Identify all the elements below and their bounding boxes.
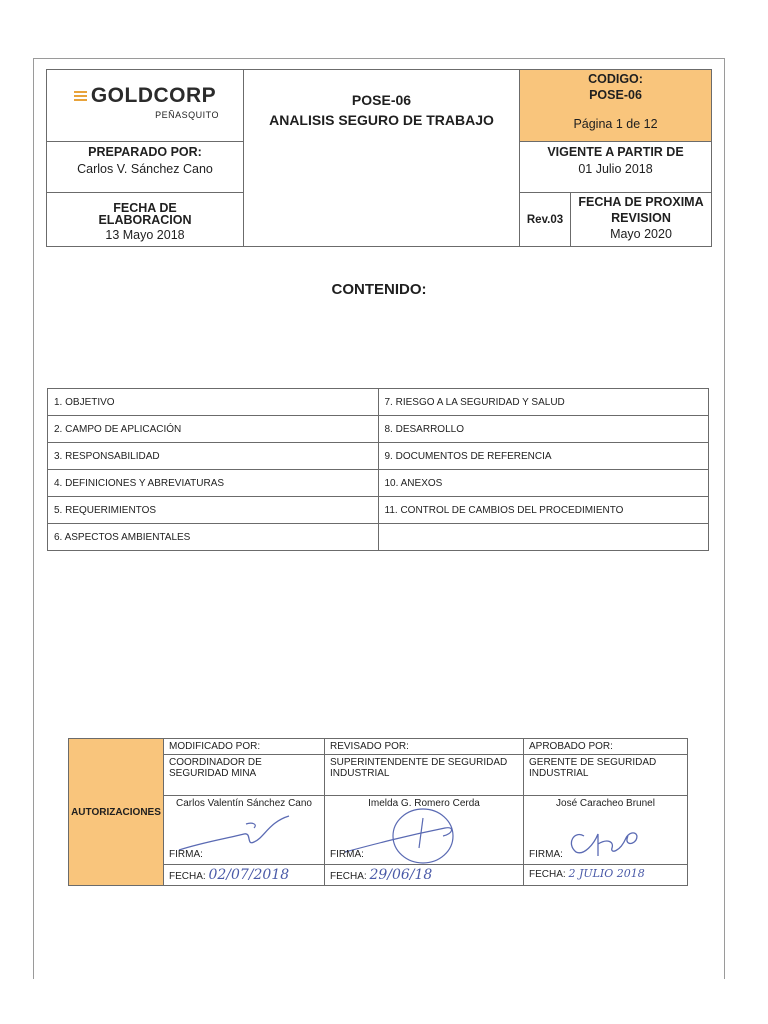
toc-item: 5. REQUERIMIENTOS <box>48 497 379 524</box>
title-cell <box>243 69 520 247</box>
aprobado-signature-icon <box>554 814 674 864</box>
rev-value: Rev.03 <box>526 213 564 226</box>
contents-table <box>47 388 709 551</box>
proxima-label-1: FECHA DE PROXIMA <box>578 195 704 209</box>
vigente-cell <box>519 141 712 193</box>
preparado-value: Carlos V. Sánchez Cano <box>77 162 213 176</box>
vigente-label: VIGENTE A PARTIR DE <box>547 145 684 159</box>
proxima-label-2: REVISION <box>611 211 671 225</box>
doc-title: ANALISIS SEGURO DE TRABAJO <box>269 112 494 128</box>
goldcorp-logo <box>47 84 243 108</box>
table-row <box>48 497 709 524</box>
revisado-role-1: SUPERINTENDENTE DE SEGURIDAD <box>330 757 508 768</box>
autorizaciones-label: AUTORIZACIONES <box>69 739 164 886</box>
contenido-title: CONTENIDO: <box>331 281 427 298</box>
table-row <box>48 416 709 443</box>
document-page <box>33 58 725 979</box>
authorizations-table <box>68 738 688 886</box>
revisado-firma-label: FIRMA: <box>330 849 364 860</box>
modificado-signature-cell <box>164 796 325 865</box>
table-row <box>69 739 688 755</box>
proxima-revision-cell <box>570 192 712 247</box>
aprobado-heading: APROBADO POR: <box>524 739 688 755</box>
fecha-elaboracion-value: 13 Mayo 2018 <box>105 228 185 242</box>
aprobado-role-1: GERENTE DE SEGURIDAD <box>529 757 657 768</box>
logo-text: GOLDCORP <box>90 84 217 107</box>
modificado-role-1: COORDINADOR DE <box>169 757 262 768</box>
vigente-value: 01 Julio 2018 <box>578 162 653 176</box>
revisado-signature-icon <box>335 806 505 871</box>
doc-code: POSE-06 <box>351 92 412 108</box>
revisado-name: Imelda G. Romero Cerda <box>368 798 480 809</box>
modificado-role <box>164 755 325 796</box>
modificado-fecha-value: 02/07/2018 <box>208 867 290 883</box>
toc-item: 2. CAMPO DE APLICACIÓN <box>48 416 379 443</box>
modificado-fecha-cell <box>164 865 325 886</box>
fecha-elaboracion-cell <box>46 192 244 247</box>
aprobado-fecha-label: FECHA: <box>529 869 566 880</box>
modificado-fecha-label: FECHA: <box>169 871 206 882</box>
codigo-label: CODIGO: <box>588 72 643 86</box>
modificado-firma-label: FIRMA: <box>169 849 203 860</box>
rev-cell <box>519 192 571 247</box>
revisado-fecha-label: FECHA: <box>330 871 367 882</box>
aprobado-fecha-cell <box>524 865 688 886</box>
page-info: Página 1 de 12 <box>573 117 658 131</box>
toc-item: 3. RESPONSABILIDAD <box>48 443 379 470</box>
aprobado-firma-label: FIRMA: <box>529 849 563 860</box>
preparado-cell <box>46 141 244 193</box>
aprobado-fecha-value: 2 JULIO 2018 <box>568 867 645 880</box>
logo-cell <box>46 69 244 142</box>
toc-item: 11. CONTROL DE CAMBIOS DEL PROCEDIMIENTO <box>378 497 709 524</box>
toc-item: 6. ASPECTOS AMBIENTALES <box>48 524 379 551</box>
table-row <box>48 470 709 497</box>
toc-item: 7. RIESGO A LA SEGURIDAD Y SALUD <box>378 389 709 416</box>
proxima-value: Mayo 2020 <box>610 227 672 241</box>
codigo-value: POSE-06 <box>589 88 642 102</box>
aprobado-signature-cell <box>524 796 688 865</box>
aprobado-role-2: INDUSTRIAL <box>529 768 589 779</box>
logo-bars-icon <box>74 91 87 101</box>
toc-item: 8. DESARROLLO <box>378 416 709 443</box>
toc-item: 1. OBJETIVO <box>48 389 379 416</box>
codigo-cell <box>519 69 712 142</box>
toc-item: 9. DOCUMENTOS DE REFERENCIA <box>378 443 709 470</box>
modificado-role-2: SEGURIDAD MINA <box>169 768 257 779</box>
table-row <box>48 443 709 470</box>
fecha-elaboracion-label-2: ELABORACION <box>98 213 192 227</box>
revisado-signature-cell <box>325 796 524 865</box>
revisado-role-2: INDUSTRIAL <box>330 768 390 779</box>
modificado-name: Carlos Valentín Sánchez Cano <box>175 798 312 809</box>
toc-item: 4. DEFINICIONES Y ABREVIATURAS <box>48 470 379 497</box>
aprobado-role <box>524 755 688 796</box>
table-row <box>48 524 709 551</box>
revisado-fecha-value: 29/06/18 <box>369 867 433 883</box>
preparado-label: PREPARADO POR: <box>88 145 202 159</box>
aprobado-name: José Caracheo Brunel <box>556 798 655 809</box>
modificado-heading: MODIFICADO POR: <box>164 739 325 755</box>
toc-item: 10. ANEXOS <box>378 470 709 497</box>
table-row <box>48 389 709 416</box>
revisado-heading: REVISADO POR: <box>325 739 524 755</box>
toc-item <box>378 524 709 551</box>
revisado-role <box>325 755 524 796</box>
logo-subtitle: PEÑASQUITO <box>155 110 219 120</box>
fecha-elaboracion-label-1: FECHA DE <box>113 201 177 215</box>
